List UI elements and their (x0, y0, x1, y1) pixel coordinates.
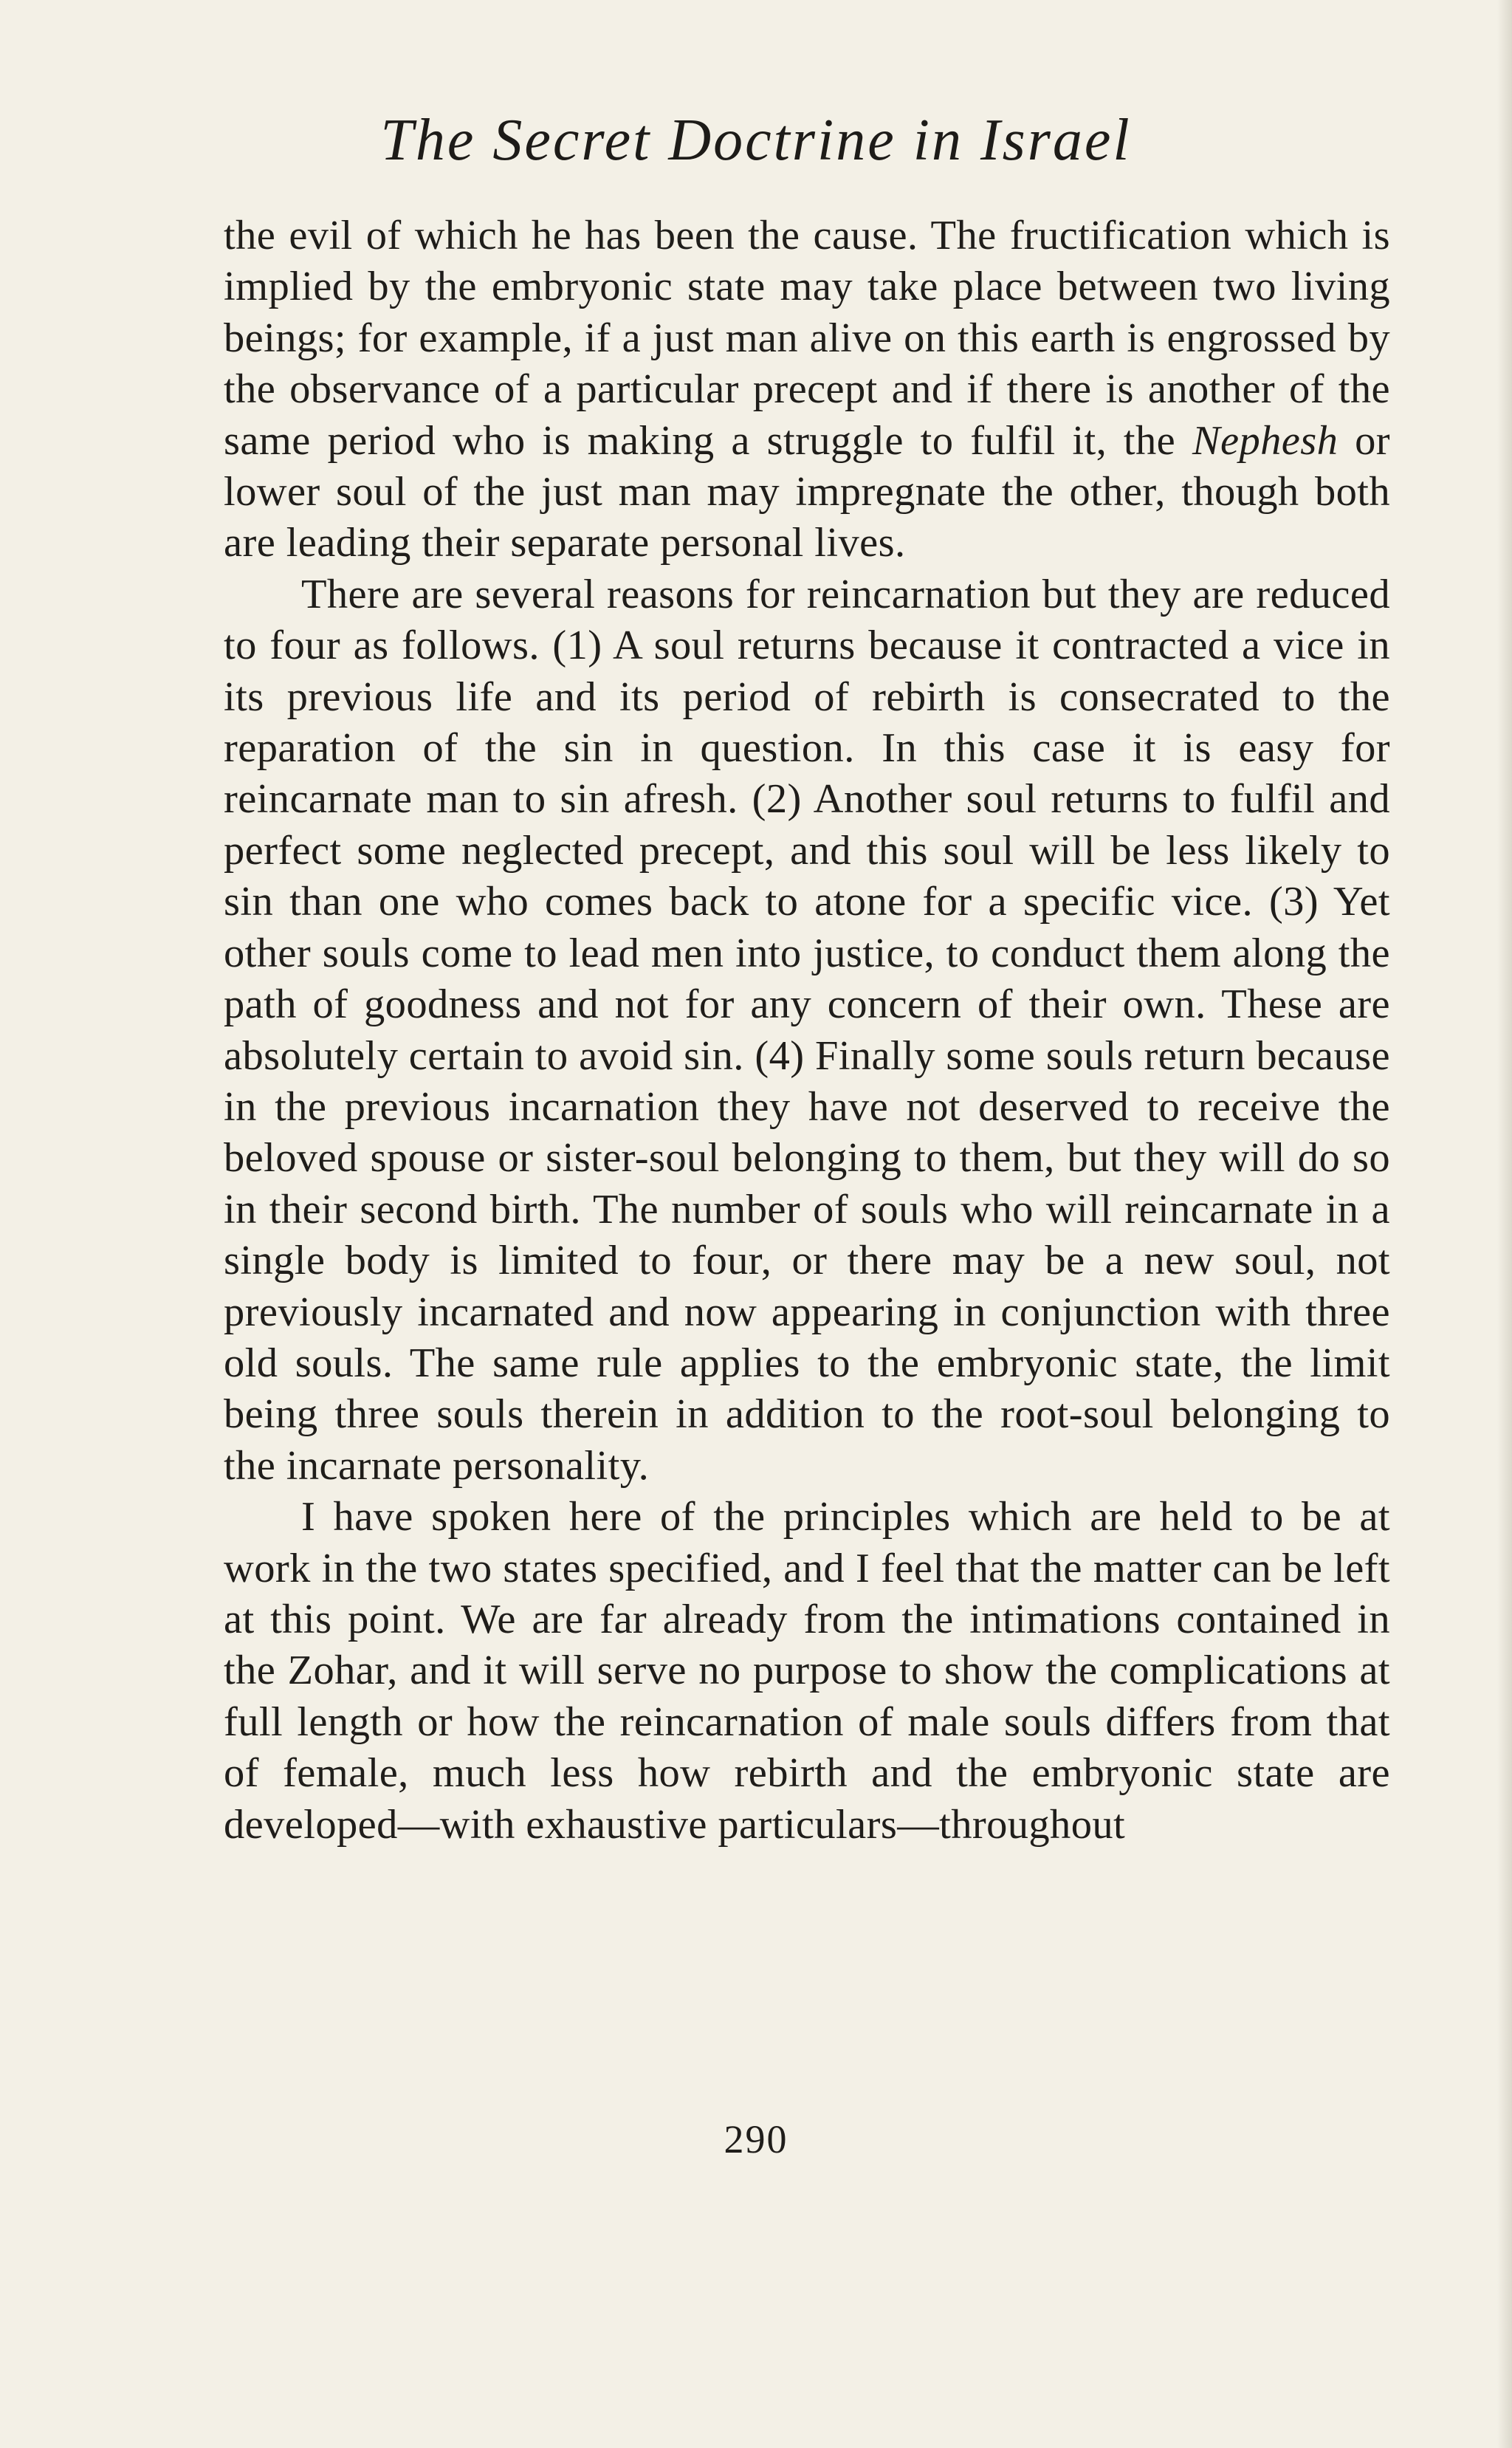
paragraph-1-text-after: or lower soul of the just man may impregnate the other, though both are leading their separate personal lives. (224, 417, 1390, 566)
paragraph-principles: I have spoken here of the principles which are held to be at work in the two states specified, and I feel that the matter can be left at this point. We are far already from the intimations contained in the Zohar, and it will serve no purpose to show the complications at full length or how the reincarnation of male souls differs from that of female, much less how rebirth and the embryonic state are developed—with exhaustive particulars—throughout (224, 1494, 1390, 1848)
body-text (224, 210, 1390, 1851)
running-head: The Secret Doctrine in Israel (380, 108, 1132, 173)
page-edge-shadow (1497, 0, 1512, 2448)
paragraph-continuation (224, 210, 1390, 569)
nephesh-term: Nephesh (1192, 417, 1339, 464)
paragraph-1-text-before: the evil of which he has been the cause. The fructification which is implied by the embryonic state may take place between two living beings; for example, if a just man alive on this earth is engrossed by the observance of a particular precept and if there is another of the same period who is making a struggle to fulfil it, the (224, 213, 1390, 464)
paragraph-reasons-for-reincarnation: There are several reasons for reincarnation but they are reduced to four as follows. (1) A soul returns because it contracted a vice in its previous life and its period of rebirth is consecrated to the reparation of the sin in question. In this case it is easy for reincarnate man to sin afresh. (2) Another soul returns to fulfil and perfect some neglected precept, and this soul will be less likely to sin than one who comes back to atone for a specific vice. (3) Yet other souls come to lead men into justice, to conduct them along the path of goodness and not for any concern of their own. These are absolutely certain to avoid sin. (4) Finally some souls return because in the previous incarnation they have not deserved to receive the beloved spouse or sister-soul belonging to them, but they will do so in their second birth. The number of souls who will reincarnate in a single body is limited to four, or there may be a new soul, not previously incarnated and now appearing in conjunction with three old souls. The same rule applies to the embryonic state, the limit being three souls therein in addition to the root-soul belonging to the incarnate personality. (224, 571, 1390, 1489)
page-number: 290 (724, 2117, 788, 2161)
